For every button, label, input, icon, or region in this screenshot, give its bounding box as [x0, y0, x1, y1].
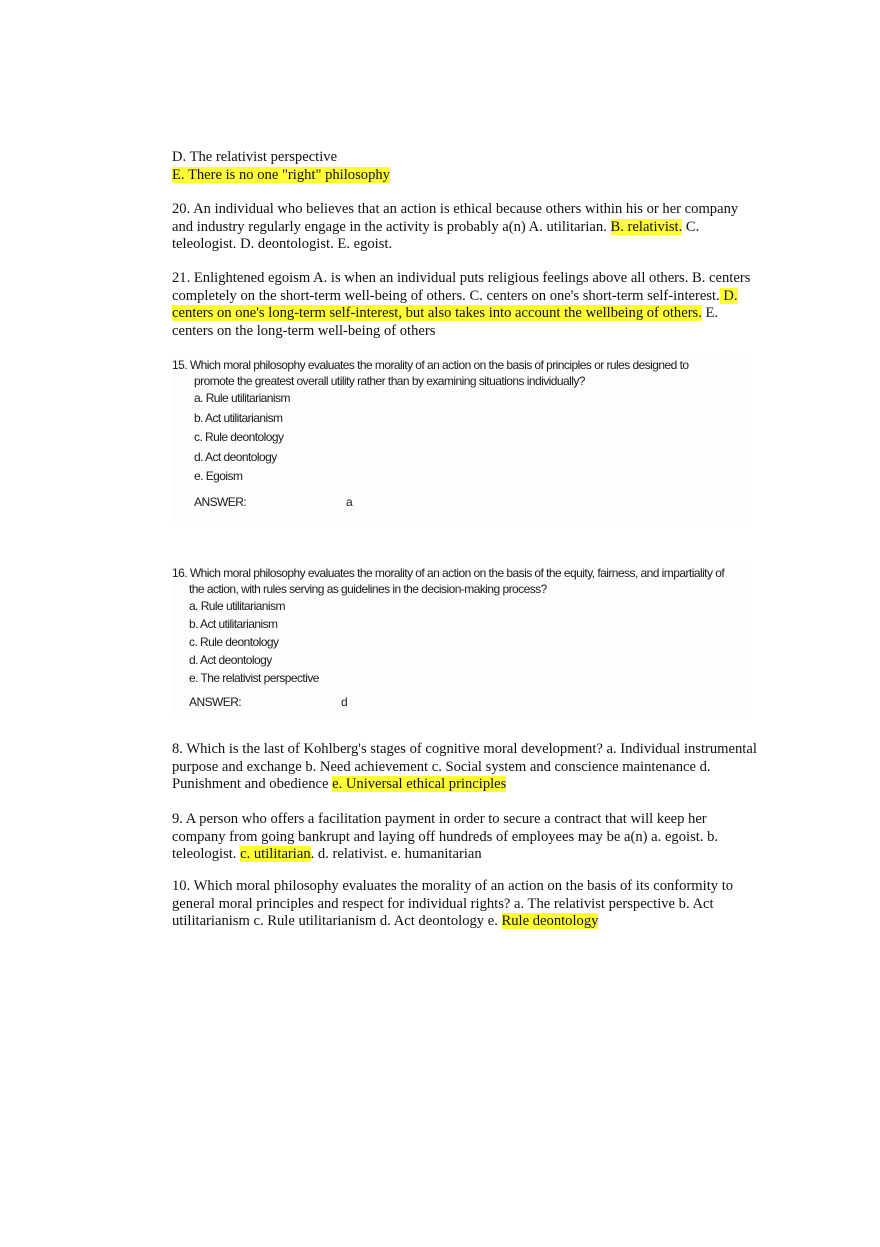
question-line: the action, with rules serving as guidelines in the decision-making process? — [189, 581, 547, 596]
question-rest: . d. relativist. e. humanitarian — [310, 846, 482, 862]
highlighted-answer: e. Universal ethical principles — [332, 776, 507, 792]
option: b. Act utilitarianism — [194, 410, 283, 425]
option: c. Rule deontology — [194, 430, 284, 444]
answer-label: ANSWER: — [189, 695, 242, 709]
option: e. Egoism — [194, 469, 243, 483]
option-d: D. The relativist perspective — [172, 149, 338, 165]
question-line: 16. Which moral philosophy evaluates the morality of an action on the basis of the equity, fairness, and impartiality of — [172, 566, 725, 580]
question-15-image — [172, 357, 752, 527]
option: d. Act deontology — [194, 449, 277, 464]
option: c. Rule deontology — [189, 635, 279, 649]
question-16-image — [172, 566, 752, 716]
highlighted-answer: Rule deontology — [501, 913, 599, 929]
question-21 — [172, 270, 757, 340]
question-20 — [172, 201, 757, 254]
highlighted-answer: E. There is no one "right" philosophy — [172, 166, 390, 183]
answer-label: ANSWER: — [194, 494, 247, 509]
answer-row — [172, 695, 752, 709]
option: d. Act deontology — [189, 653, 272, 667]
option: b. Act utilitarianism — [189, 617, 278, 631]
option: a. Rule utilitarianism — [189, 599, 285, 613]
question-line: 15. Which moral philosophy evaluates the morality of an action on the basis of principles or rules designed to — [172, 358, 689, 372]
highlighted-answer: B. relativist. — [610, 218, 683, 235]
question-line: promote the greatest overall utility rather than by examining situations individually? — [194, 374, 585, 388]
question-text: 21. Enlightened egoism A. is when an individual puts religious feelings above all others. B. centers completely on the short-term well-being of others. C. centers on one's short-term self-interest. — [172, 270, 751, 304]
highlighted-answer: c. utilitarian — [240, 846, 311, 862]
question-10 — [172, 878, 757, 931]
question-text: 20. An individual who believes that an action is ethical because others within his or her company and industry regularly engage in the activity is probably a(n) A. utilitarian. — [172, 201, 739, 235]
question-text: 10. Which moral philosophy evaluates the morality of an action on the basis of its conformity to general moral principles and respect for individual rights? a. The relativist perspective b. Act utilitarianism c. Rule utilitarianism d. Act deontology e. — [172, 878, 734, 929]
answer-value: d — [341, 695, 348, 709]
question-rest: E. centers on the long-term well-being of others — [172, 305, 719, 339]
answer-row — [172, 495, 752, 509]
question-text: 9. A person who offers a facilitation payment in order to secure a contract that will keep her company from going bankrupt and laying off hundreds of employees may be a(n) a. egoist. b. teleologist. — [172, 811, 719, 862]
question-rest: C. teleologist. D. deontologist. E. egoist. — [172, 218, 700, 252]
question-text: 8. Which is the last of Kohlberg's stages of cognitive moral development? a. Individual instrumental purpose and exchange b. Need achievement c. Social system and conscience maintenance d. Punishment and obedience — [172, 741, 757, 792]
answer-value: a — [346, 494, 353, 509]
highlighted-answer: D. centers on one's long-term self-interest, but also takes into account the wellbeing of others. — [172, 287, 738, 321]
option: e. The relativist perspective — [189, 671, 319, 685]
option: a. Rule utilitarianism — [194, 391, 290, 405]
question-9 — [172, 811, 757, 864]
question-19-tail — [172, 149, 757, 184]
question-8 — [172, 741, 757, 794]
